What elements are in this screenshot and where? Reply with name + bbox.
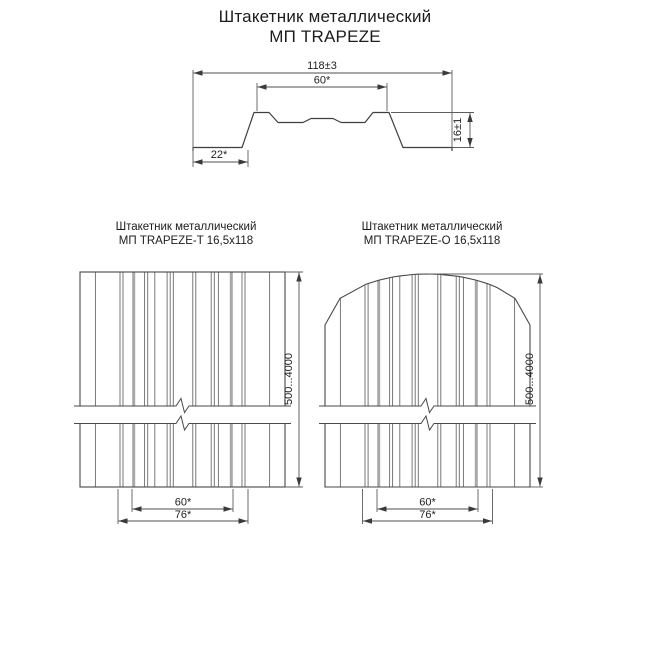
picket-o-title-line2: МП TRAPEZE-O 16,5x118: [363, 234, 501, 247]
picket-o-rib-lines: [340, 262, 514, 487]
picket-t-title-line1: Штакетник металлический: [115, 221, 257, 233]
picket-o-drawing: [317, 262, 543, 524]
picket-t-outline: [80, 272, 285, 487]
dim-label-edge-flat: 22*: [210, 149, 228, 161]
dim-label-height: 16±1: [452, 117, 464, 143]
dim-label-inner-t: 60*: [174, 496, 192, 509]
dim-label-length-o: 500...4000: [524, 353, 536, 405]
picket-o-title-line1: Штакетник металлический: [361, 221, 503, 233]
picket-t-drawing: [72, 272, 303, 524]
dim-label-overall-width: 118±3: [307, 60, 337, 72]
picket-t-rib-lines: [95, 273, 269, 487]
picket-o-outline: [325, 274, 530, 487]
dim-label-inner-o: 60*: [419, 496, 436, 509]
profile-outline: [193, 113, 452, 152]
dim-label-outer-o: 76*: [419, 509, 436, 521]
page-title-line2: МП TRAPEZE: [269, 27, 381, 46]
page-title-line1: Штакетник металлический: [218, 7, 432, 26]
dim-label-length-t: 500...4000: [283, 353, 295, 405]
dim-label-outer-t: 76*: [174, 509, 192, 521]
picket-t-title-line2: МП TRAPEZE-T 16,5x118: [118, 234, 254, 247]
dim-label-top-width: 60*: [313, 74, 331, 87]
cross-section-drawing: [193, 60, 474, 167]
